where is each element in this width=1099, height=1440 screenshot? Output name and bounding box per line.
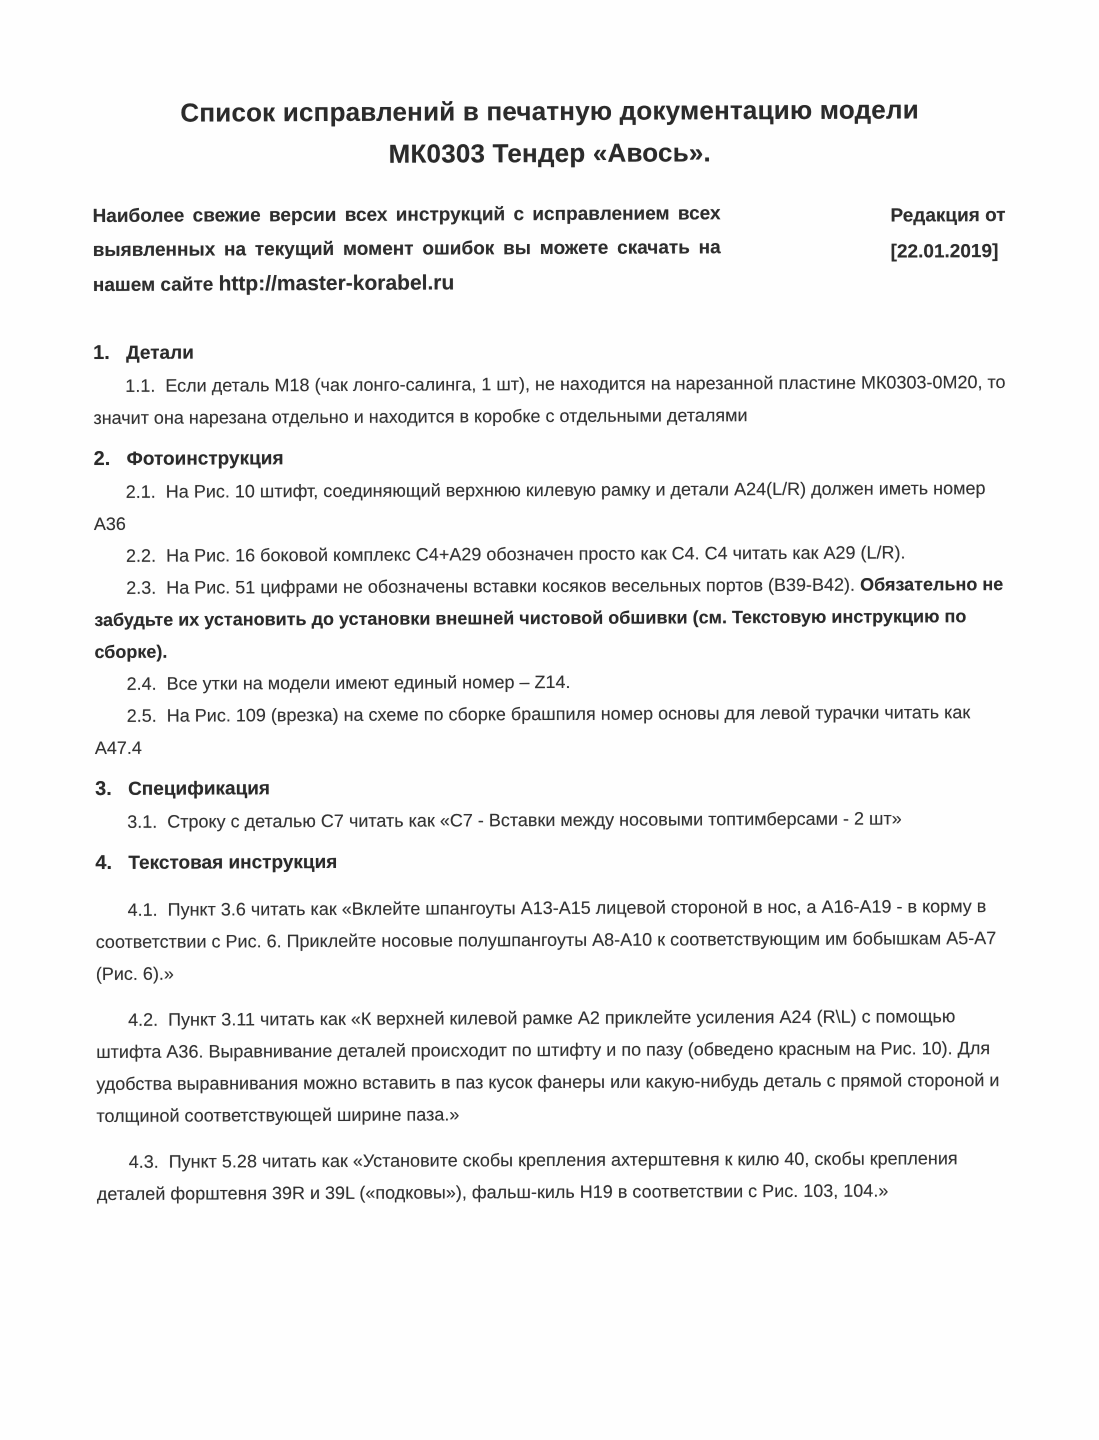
document-title-line1: Список исправлений в печатную документацию модели — [180, 94, 919, 128]
item-text: Пункт 5.28 читать как «Установите скобы крепления ахтерштевня к килю 40, скобы крепления деталей форштевня 39R и 39L («подковы»), фальш-киль Н19 в соответствии с Рис. 103, 104.» — [96, 1148, 958, 1204]
item-number: 2.1. — [125, 481, 156, 502]
item-text: Строку с деталью С7 читать как «С7 - Вставки между носовыми топтимберсами - 2 шт» — [167, 808, 902, 832]
item-text: На Рис. 109 (врезка) на схеме по сборке брашпиля номер основы для левой турачки читать как А47.4 — [94, 702, 971, 758]
item-number: 2.3. — [126, 577, 157, 598]
revision-date: [22.01.2019] — [890, 241, 999, 263]
correction-item — [95, 802, 1010, 838]
section-number: 4. — [95, 851, 113, 874]
correction-item — [94, 568, 1009, 668]
item-number: 1.1. — [125, 375, 156, 396]
intro-row — [92, 196, 1007, 303]
item-number: 2.4. — [126, 673, 157, 694]
item-bold-note: Обязательно не забудьте их установить до установки внешней чистовой обшивки (см. Текстовую инструкцию по сборке). — [94, 574, 1004, 662]
section-title: Текстовая инструкция — [128, 851, 338, 874]
item-number: 4.1. — [127, 899, 158, 920]
item-number: 3.1. — [127, 811, 158, 832]
sections-list — [93, 333, 1012, 1210]
section-header — [94, 439, 1009, 476]
item-number: 4.2. — [128, 1009, 159, 1030]
item-text: На Рис. 10 штифт, соединяющий верхнюю килевую рамку и детали А24(L/R) должен иметь номер А36 — [93, 478, 986, 534]
section-title: Детали — [126, 342, 194, 364]
section — [94, 439, 1010, 764]
item-text: Если деталь М18 (чак лонго-салинга, 1 шт), не находится на нарезанной пластине МК0303-0М20, то значит она нарезана отдельно и находится в коробке с отдельными деталями — [93, 372, 1006, 428]
section — [95, 843, 1012, 1210]
section-title: Спецификация — [127, 778, 271, 800]
document-title-line2: МК0303 Тендер «Авось». — [388, 137, 712, 169]
correction-item — [95, 890, 1010, 990]
section-number: 3. — [94, 777, 112, 800]
section-number: 1. — [93, 341, 110, 364]
intro-paragraph — [92, 197, 720, 303]
intro-text: Наиболее свежие версии всех инструкций с исправлением всех выявленных на текущий момент ошибок вы можете скачать на нашем сайте — [92, 203, 721, 296]
item-number: 4.3. — [128, 1151, 159, 1172]
correction-item — [94, 472, 1009, 540]
item-text: На Рис. 16 боковой комплекс С4+А29 обозначен просто как С4. С4 читать как А29 (L/R). — [166, 542, 906, 566]
revision-label: Редакция от — [890, 205, 1006, 227]
item-text: Пункт 3.11 читать как «К верхней килевой рамке А2 приклейте усиления А24 (R\L) с помощью штифта А36. Выравнивание деталей происходит по штифту и по пазу (обведено красным на Рис. 10). Для удобства выравнивания можно вставить в паз кусок фанеры или какую-нибудь деталь с прямой стороной и толщиной соответствующей ширине паза.» — [96, 1006, 1000, 1126]
item-number: 2.5. — [126, 705, 157, 726]
section-header — [95, 769, 1010, 806]
item-text: На Рис. 51 цифрами не обозначены вставки косяков весельных портов (В39-В42). — [166, 574, 856, 598]
item-number: 2.2. — [125, 545, 157, 566]
correction-item — [96, 1000, 1012, 1132]
document-title — [92, 88, 1007, 176]
section-number: 2. — [93, 447, 111, 470]
section-header — [93, 333, 1008, 370]
section-title: Фотоинструкция — [126, 448, 284, 470]
document-content — [92, 88, 1012, 1210]
item-text: Все утки на модели имеют единый номер – Z14. — [166, 671, 571, 694]
section — [95, 769, 1010, 838]
section-header — [95, 843, 1010, 880]
correction-item — [95, 696, 1010, 764]
revision-block — [890, 196, 1005, 271]
site-url: http://master-korabel.ru — [218, 271, 455, 296]
item-text: Пункт 3.6 читать как «Вклейте шпангоуты А13-А15 лицевой стороной в нос, а А16-А19 - в корму в соответствии с Рис. 6. Приклейте носовые полушпангоуты А8-А10 к соответствующим им бобышкам А5-А7 (Рис. 6).» — [95, 896, 997, 984]
correction-item — [97, 1142, 1012, 1210]
correction-item — [94, 536, 1009, 572]
correction-item — [93, 366, 1008, 434]
section — [93, 333, 1008, 434]
correction-item — [95, 664, 1010, 700]
